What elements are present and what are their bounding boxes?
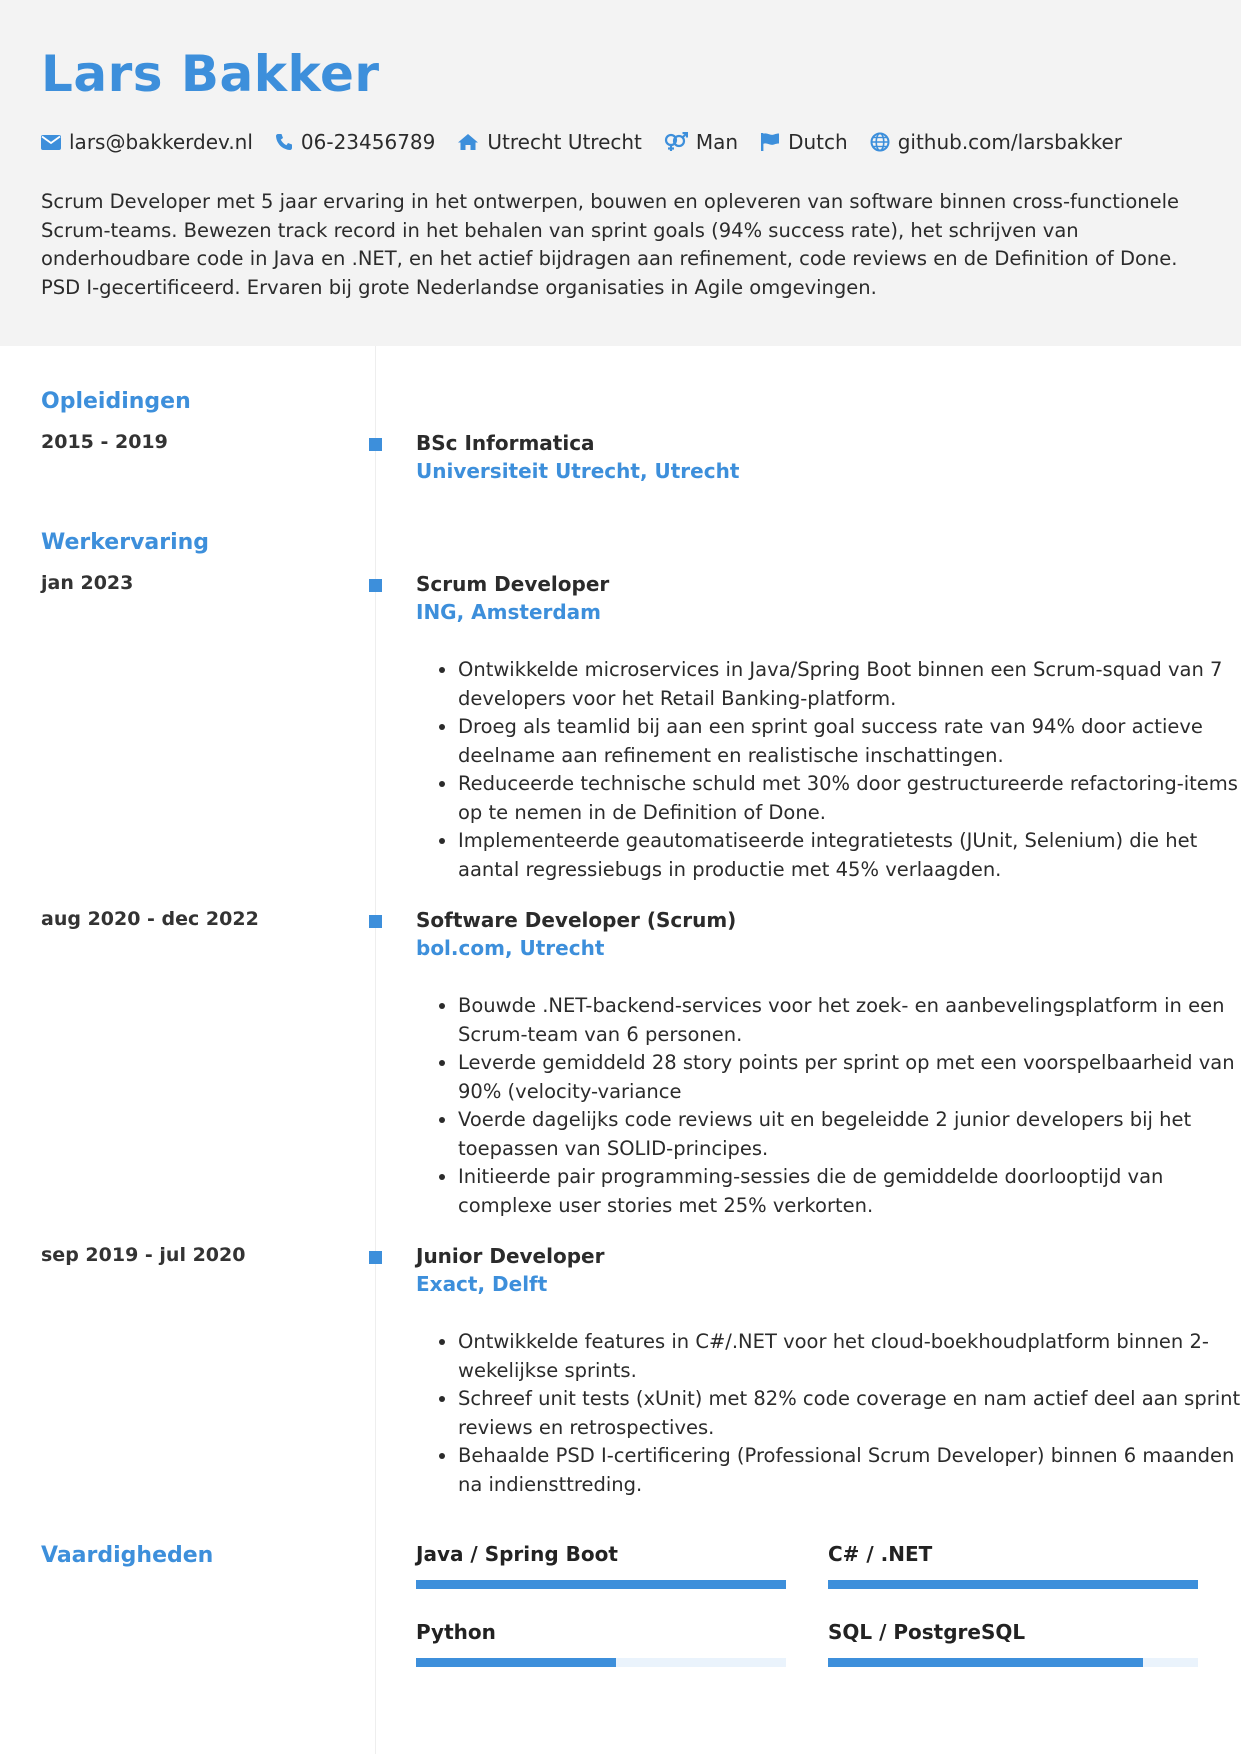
timeline-marker bbox=[369, 915, 382, 928]
job-achievements bbox=[416, 992, 1241, 1220]
skill-bar bbox=[828, 1658, 1198, 1667]
profile-summary: Scrum Developer met 5 jaar ervaring in het ontwerpen, bouwen en opleveren van software binnen cross-functionele Scrum-teams. Bewezen track record in het behalen van sprint goals (94% success rate), het schrijven van onderhoudbare code in Java en .NET, en het actief bijdragen aan refinement, code reviews en de Definition of Done. PSD I-gecertificeerd. Ervaren bij grote Nederlandse organisaties in Agile omgevingen. bbox=[41, 190, 1180, 299]
column-divider bbox=[375, 346, 376, 1754]
job-achievements bbox=[416, 656, 1241, 884]
skill-bar-fill bbox=[828, 1658, 1143, 1667]
timeline-marker bbox=[369, 1251, 382, 1264]
list-item: • Implementeerde geautomatiseerde integratietests (JUnit, Selenium) die het aantal regressiebugs in productie met 45% verlaagden. bbox=[458, 827, 1241, 884]
job-date: jan 2023 bbox=[41, 572, 134, 594]
job-company: bol.com, Utrecht bbox=[416, 936, 605, 960]
education-school: Universiteit Utrecht, Utrecht bbox=[416, 459, 740, 483]
list-item: • Leverde gemiddeld 28 story points per sprint op met een voorspelbaarheid van 90% (velocity-variance bbox=[458, 1049, 1241, 1106]
skill-bar bbox=[416, 1580, 786, 1589]
header bbox=[0, 0, 1241, 346]
gender-text: Man bbox=[695, 130, 739, 154]
timeline-marker bbox=[369, 579, 382, 592]
job-title: Junior Developer bbox=[416, 1244, 605, 1268]
education-degree: BSc Informatica bbox=[416, 431, 595, 455]
location-text: Utrecht Utrecht bbox=[487, 130, 642, 154]
list-item: • Reduceerde technische schuld met 30% door gestructureerde refactoring-items op te nemen in de Definition of Done. bbox=[458, 770, 1241, 827]
job-company: ING, Amsterdam bbox=[416, 600, 602, 624]
contact-email[interactable] bbox=[41, 130, 253, 154]
job-achievements bbox=[416, 1328, 1241, 1499]
skill-bar bbox=[828, 1580, 1198, 1589]
education-heading: Opleidingen bbox=[41, 389, 191, 414]
job-title: Scrum Developer bbox=[416, 572, 610, 596]
list-item: • Schreef unit tests (xUnit) met 82% code coverage en nam actief deel aan sprint reviews en retrospectives. bbox=[458, 1385, 1241, 1442]
list-item: • Droeg als teamlid bij aan een sprint goal success rate van 94% door actieve deelname aan refinement en realistische inschattingen. bbox=[458, 713, 1241, 770]
list-item: • Bouwde .NET-backend-services voor het zoek- en aanbevelingsplatform in een Scrum-team van 6 personen. bbox=[458, 992, 1241, 1049]
candidate-name: Lars Bakker bbox=[41, 45, 380, 103]
gender-icon bbox=[664, 132, 688, 152]
job-date: aug 2020 - dec 2022 bbox=[41, 908, 259, 930]
globe-icon bbox=[870, 132, 890, 152]
skill-name: SQL / PostgreSQL bbox=[828, 1620, 1026, 1644]
skill-name: Python bbox=[416, 1620, 496, 1644]
envelope-icon bbox=[41, 135, 61, 150]
education-date: 2015 - 2019 bbox=[41, 431, 168, 453]
email-text: lars@bakkerdev.nl bbox=[69, 130, 253, 154]
skills-heading: Vaardigheden bbox=[41, 1543, 214, 1568]
website-link: github.com/larsbakker bbox=[897, 130, 1123, 154]
skill-bar-fill bbox=[416, 1658, 616, 1667]
experience-heading: Werkervaring bbox=[41, 530, 210, 555]
contact-location bbox=[457, 130, 642, 154]
list-item: • Initieerde pair programming-sessies die de gemiddelde doorlooptijd van complexe user stories met 25% verkorten. bbox=[458, 1163, 1241, 1220]
skill-name: C# / .NET bbox=[828, 1542, 933, 1566]
job-date: sep 2019 - jul 2020 bbox=[41, 1244, 246, 1266]
phone-text: 06-23456789 bbox=[300, 130, 436, 154]
contact-phone[interactable] bbox=[275, 130, 435, 154]
skill-name: Java / Spring Boot bbox=[416, 1542, 618, 1566]
list-item: • Ontwikkelde features in C#/.NET voor het cloud-boekhoudplatform binnen 2-wekelijkse sprints. bbox=[458, 1328, 1241, 1385]
nationality-text: Dutch bbox=[788, 130, 848, 154]
skill-bar-fill bbox=[828, 1580, 1198, 1589]
list-item: • Voerde dagelijks code reviews uit en begeleidde 2 junior developers bij het toepassen van SOLID-principes. bbox=[458, 1106, 1241, 1163]
home-icon bbox=[457, 133, 479, 151]
job-company: Exact, Delft bbox=[416, 1272, 548, 1296]
list-item: • Behaalde PSD I-certificering (Professional Scrum Developer) binnen 6 maanden na indiensttreding. bbox=[458, 1442, 1241, 1499]
skill-bar-fill bbox=[416, 1580, 786, 1589]
contact-gender bbox=[664, 130, 738, 154]
flag-icon bbox=[760, 132, 780, 152]
list-item: • Ontwikkelde microservices in Java/Spring Boot binnen een Scrum-squad van 7 developers voor het Retail Banking-platform. bbox=[458, 656, 1241, 713]
skill-bar bbox=[416, 1658, 786, 1667]
contact-nationality bbox=[760, 130, 848, 154]
phone-icon bbox=[275, 133, 293, 151]
timeline-marker bbox=[369, 438, 382, 451]
job-title: Software Developer (Scrum) bbox=[416, 908, 737, 932]
contact-bar bbox=[41, 127, 1122, 157]
contact-website[interactable] bbox=[870, 130, 1122, 154]
